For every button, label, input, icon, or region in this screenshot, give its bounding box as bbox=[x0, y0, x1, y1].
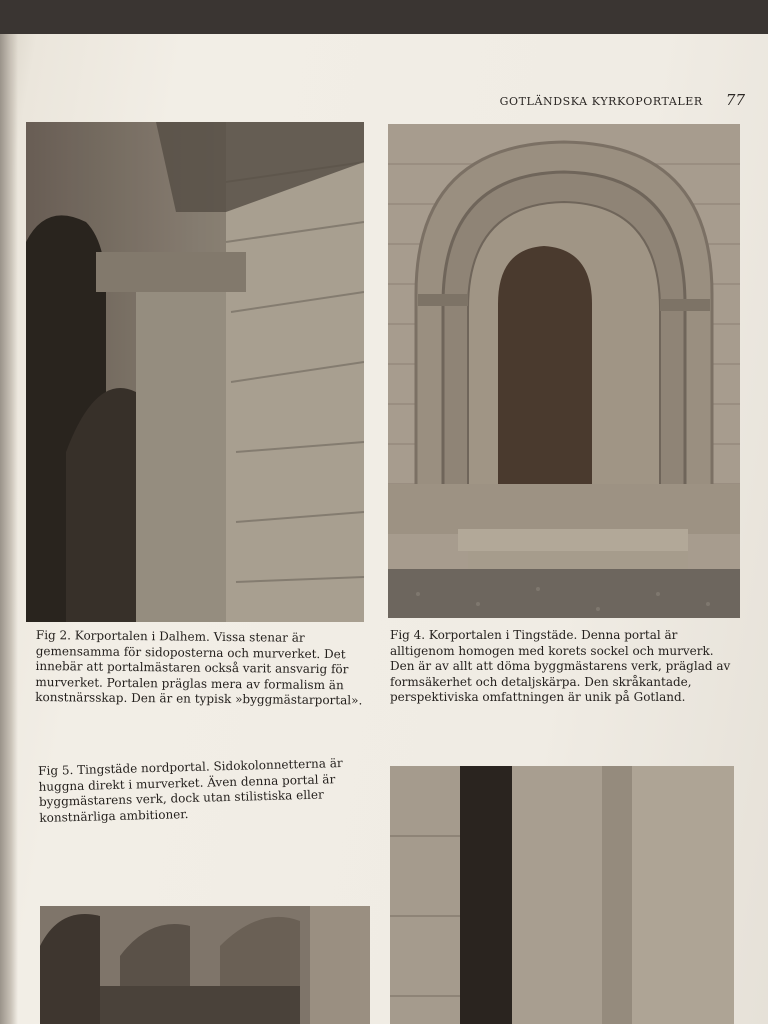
caption-fig2: Fig 2. Korportalen i Dalhem. Vissa stenar är gemensamma för sidoposterna och murverket. Det innebär att portalmästaren också varit ansvarig för murverket. Portalen präglas mera av formalism än konstnärsskap. Den är en typisk »byggmästarportal». bbox=[35, 628, 363, 708]
photo-bottom-left-portal bbox=[40, 906, 370, 1024]
page-number: 77 bbox=[725, 91, 745, 109]
photo-dalhem-portal bbox=[26, 122, 364, 622]
photo-tingstade-portal bbox=[388, 124, 740, 618]
running-title: GOTLÄNDSKA KYRKOPORTALER bbox=[499, 95, 703, 108]
caption-fig4: Fig 4. Korportalen i Tingstäde. Denna portal är alltigenom homogen med korets sockel och murverk. Den är av allt att döma byggmästarens verk, präglad av formsäkerhet och detaljskärpa. Den skråkantade, perspektiviska omfattningen är unik på Gotland. bbox=[390, 628, 731, 704]
running-header bbox=[420, 90, 745, 110]
photo-tingstade-north-portal bbox=[390, 766, 734, 1024]
caption-fig5: Fig 5. Tingstäde nordportal. Sidokolonnetterna är huggna direkt i murverket. Även denna portal är byggmästarens verk, dock utan stilistiska eller konstnärliga ambitioner. bbox=[38, 756, 343, 825]
book-binding bbox=[0, 34, 18, 1024]
